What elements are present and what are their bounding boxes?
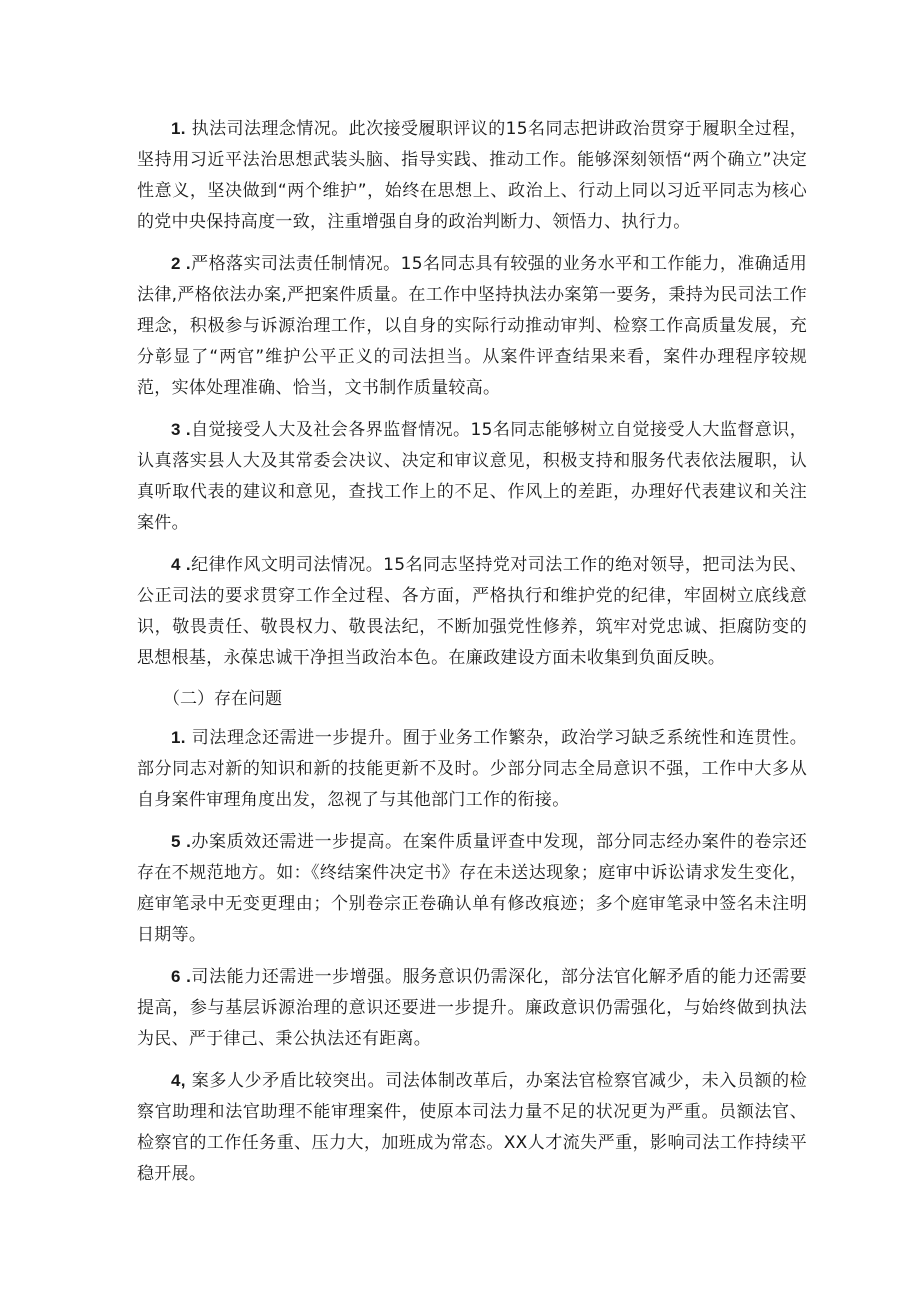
- paragraph-text: 严格落实司法责任制情况。15名同志具有较强的业务水平和工作能力，准确适用法律,严格依法办案,严把案件质量。在工作中坚持执法办案第一要务，秉持为民司法工作理念，积极参与诉源治理工作，以自身的实际行动推动审判、检察工作高质量发展，充分彰显了“两官”维护公平正义的司法担当。从案件评查结果来看，案件办理程序较规范，实体处理准确、恰当，文书制作质量较高。: [137, 254, 807, 398]
- paragraph-text: 执法司法理念情况。此次接受履职评议的15名同志把讲政治贯穿于履职全过程，坚持用习近平法治思想武装头脑、指导实践、推动工作。能够深刻领悟“两个确立”决定性意义，坚决做到“两个维护”，始终在思想上、政治上、行动上同以习近平同志为核心的党中央保持高度一致，注重增强自身的政治判断力、领悟力、执行力。: [137, 119, 807, 232]
- paragraph-number: 3 .: [171, 420, 191, 439]
- paragraph-number: 5 .: [171, 832, 192, 851]
- section-heading: （二）存在问题: [163, 689, 282, 709]
- paragraph-number: 1.: [171, 728, 186, 747]
- paragraph-number: 4,: [171, 1071, 186, 1090]
- problem-3: [137, 961, 807, 1055]
- paragraph-text: 纪律作风文明司法情况。15名同志坚持党对司法工作的绝对领导，把司法为民、公正司法的要求贯穿工作全过程、各方面，严格执行和维护党的纪律，牢固树立底线意识，敬畏责任、敬畏权力、敬畏法纪，不断加强党性修养，筑牢对党忠诚、拒腐防变的思想根基，永葆忠诚干净担当政治本色。在廉政建设方面未收集到负面反映。: [137, 555, 807, 668]
- paragraph-number: 2 .: [171, 254, 191, 273]
- paragraph-number: 4 .: [171, 555, 191, 574]
- paragraph-2: [137, 248, 807, 404]
- paragraph-number: 1.: [171, 119, 186, 138]
- paragraph-text: 司法能力还需进一步增强。服务意识仍需深化，部分法官化解矛盾的能力还需要提高，参与基层诉源治理的意识还要进一步提升。廉政意识仍需强化，与始终做到执法为民、严于律己、秉公执法还有距离。: [137, 967, 807, 1049]
- problem-4: [137, 1065, 807, 1190]
- paragraph-number: 6 .: [171, 967, 192, 986]
- paragraph-text: 司法理念还需进一步提升。囿于业务工作繁杂，政治学习缺乏系统性和连贯性。部分同志对新的知识和新的技能更新不及时。少部分同志全局意识不强，工作中大多从自身案件审理角度出发，忽视了与其他部门工作的衔接。: [137, 728, 807, 810]
- paragraph-text: 案多人少矛盾比较突出。司法体制改革后，办案法官检察官减少，未入员额的检察官助理和法官助理不能审理案件，使原本司法力量不足的状况更为严重。员额法官、检察官的工作任务重、压力大，加班成为常态。XX人才流失严重，影响司法工作持续平稳开展。: [137, 1071, 807, 1184]
- paragraph-4: [137, 549, 807, 674]
- problem-1: [137, 722, 807, 816]
- paragraph-1: [137, 113, 807, 238]
- paragraph-text: 自觉接受人大及社会各界监督情况。15名同志能够树立自觉接受人大监督意识，认真落实县人大及其常委会决议、决定和审议意见，积极支持和服务代表依法履职，认真听取代表的建议和意见，查找工作上的不足、作风上的差距，办理好代表建议和关注案件。: [137, 420, 807, 533]
- problem-2: [137, 826, 807, 951]
- paragraph-3: [137, 414, 807, 539]
- paragraph-text: 办案质效还需进一步提高。在案件质量评查中发现，部分同志经办案件的卷宗还存在不规范地方。如：《终结案件决定书》存在未送达现象；庭审中诉讼请求发生变化，庭审笔录中无变更理由；个别卷宗正卷确认单有修改痕迹；多个庭审笔录中签名未注明日期等。: [137, 832, 807, 945]
- document-body: [137, 113, 807, 1200]
